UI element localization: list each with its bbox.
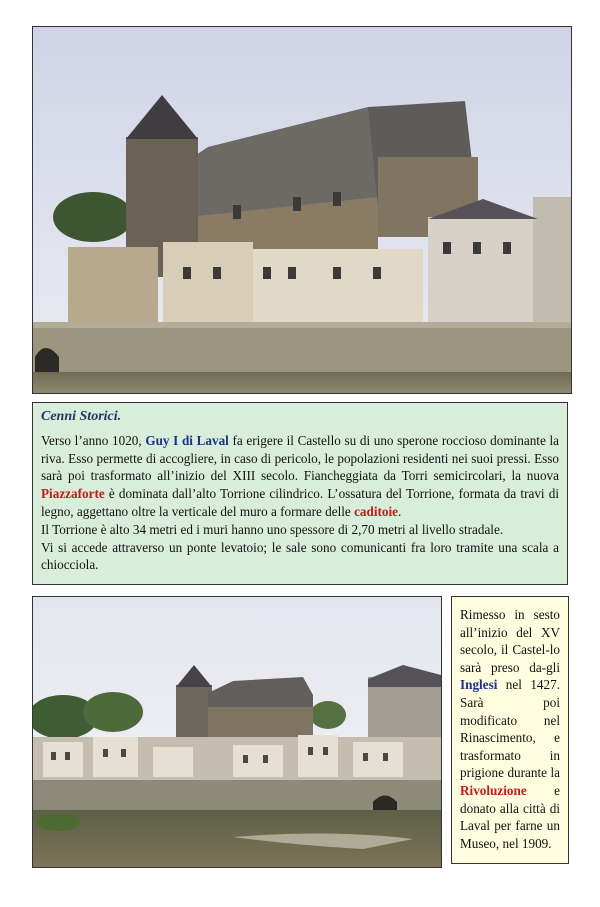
history-box [32, 402, 568, 585]
highlight-inglesi: Inglesi [460, 677, 498, 693]
history-paragraph-3: Vi si accede attraverso un ponte levatoio; le sale sono comunicanti fra loro tramite una scala a chiocciola. [41, 539, 559, 573]
castle-photo-bottom [32, 596, 442, 868]
side-text: nel 1427. Sarà poi modificato nel Rinascimento, e trasformato in prigione durante la [460, 677, 560, 781]
side-text: e donato alla città di Laval per farne un Museo, nel 1909. [460, 782, 560, 851]
highlight-rivoluzione: Rivoluzione [460, 782, 527, 798]
history-text: fa erigere il Castello su di uno sperone roccioso dominante la riva. Esso permette di accogliere, in caso di pericolo, le popolazioni residenti nei suoi pressi. Esso sarà poi trasformato all’inizio del XIII secolo. Fiancheggiata da Torri semicircolari, la nuova [41, 432, 559, 484]
history-title: Cenni Storici. [41, 409, 122, 424]
highlight-caditoie: caditoie [354, 503, 399, 519]
highlight-guy-laval: Guy I di Laval [145, 432, 229, 448]
highlight-piazzaforte: Piazzaforte [41, 486, 105, 502]
side-note-paragraph [460, 606, 560, 852]
history-paragraph-1 [41, 432, 559, 521]
castle-photo-top [32, 26, 572, 394]
history-text: è dominata dall’alto Torrione cilindrico. L’ossatura del Torrione, formata da travi di legno, aggettano oltre la verticale del muro a formare delle [41, 486, 559, 519]
history-paragraph-2: Il Torrione è alto 34 metri ed i muri hanno uno spessore di 2,70 metri al livello stradale. [41, 521, 504, 537]
side-note-box [451, 596, 569, 864]
history-text: Verso l’anno 1020, [41, 432, 146, 448]
side-text: Rimesso in sesto all’inizio del XV secolo, il Castel-lo sarà preso da-gli [460, 607, 560, 675]
history-text: . [398, 503, 402, 519]
